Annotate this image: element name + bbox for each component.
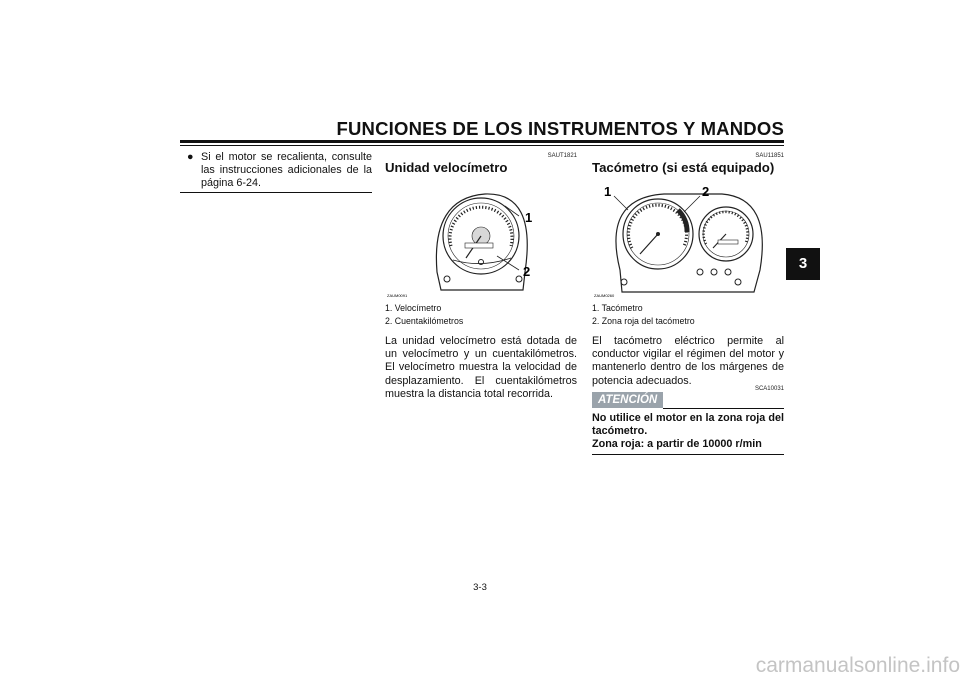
caution-rule — [663, 408, 784, 409]
caution-redzone: Zona roja: a partir de 10000 r/min — [592, 438, 762, 450]
figure-ref: ZAUM0260 — [594, 293, 615, 298]
section-heading: Tacómetro (si está equipado) — [592, 160, 775, 175]
tachometer-illustration — [592, 180, 784, 300]
section-code: SAU11851 — [755, 153, 784, 159]
col1-note: Si el motor se recalienta, consulte las instrucciones adicionales de la página 6-24. — [201, 151, 372, 190]
page-number: 3-3 — [473, 582, 487, 593]
col1-rule — [180, 192, 372, 193]
callout-2: 2 — [523, 264, 531, 279]
section-heading: Unidad velocímetro — [385, 160, 508, 175]
section-paragraph: El tacómetro eléctrico permite al conductor vigilar el régimen del motor y mantenerlo dentro de los márgenes de potencia adecuados. — [592, 335, 784, 387]
callout-1: 1 — [525, 210, 533, 225]
watermark: carmanualsonline.info — [755, 654, 960, 677]
speedometer-illustration — [385, 188, 577, 300]
figure-ref: ZAUM0091 — [387, 293, 408, 298]
caution-bottom-rule — [592, 454, 784, 455]
chapter-tab[interactable]: 3 — [786, 248, 820, 280]
caption-2: 2. Cuentakilómetros — [385, 316, 464, 326]
caption-1: 1. Tacómetro — [592, 303, 643, 313]
section-code: SAUT1821 — [547, 153, 577, 159]
callout-2: 2 — [702, 184, 710, 199]
caution-code: SCA10031 — [754, 386, 784, 392]
section-paragraph: La unidad velocímetro está dotada de un velocímetro y un cuentakilómetros. El velocímetro muestra la velocidad de desplazamiento. El cuentakilómetros muestra la distancia total recorrida. — [385, 335, 577, 400]
bullet-icon: ● — [187, 151, 194, 163]
callout-1: 1 — [604, 184, 612, 199]
page-header-title: FUNCIONES DE LOS INSTRUMENTOS Y MANDOS — [336, 118, 784, 139]
caution-text: No utilice el motor en la zona roja del tacómetro. — [592, 412, 784, 438]
caption-1: 1. Velocímetro — [385, 303, 442, 313]
caption-2: 2. Zona roja del tacómetro — [592, 316, 695, 326]
header-rule-thin — [180, 145, 784, 146]
caution-label: ATENCIÓN — [592, 392, 663, 408]
header-rule-thick — [180, 140, 784, 143]
